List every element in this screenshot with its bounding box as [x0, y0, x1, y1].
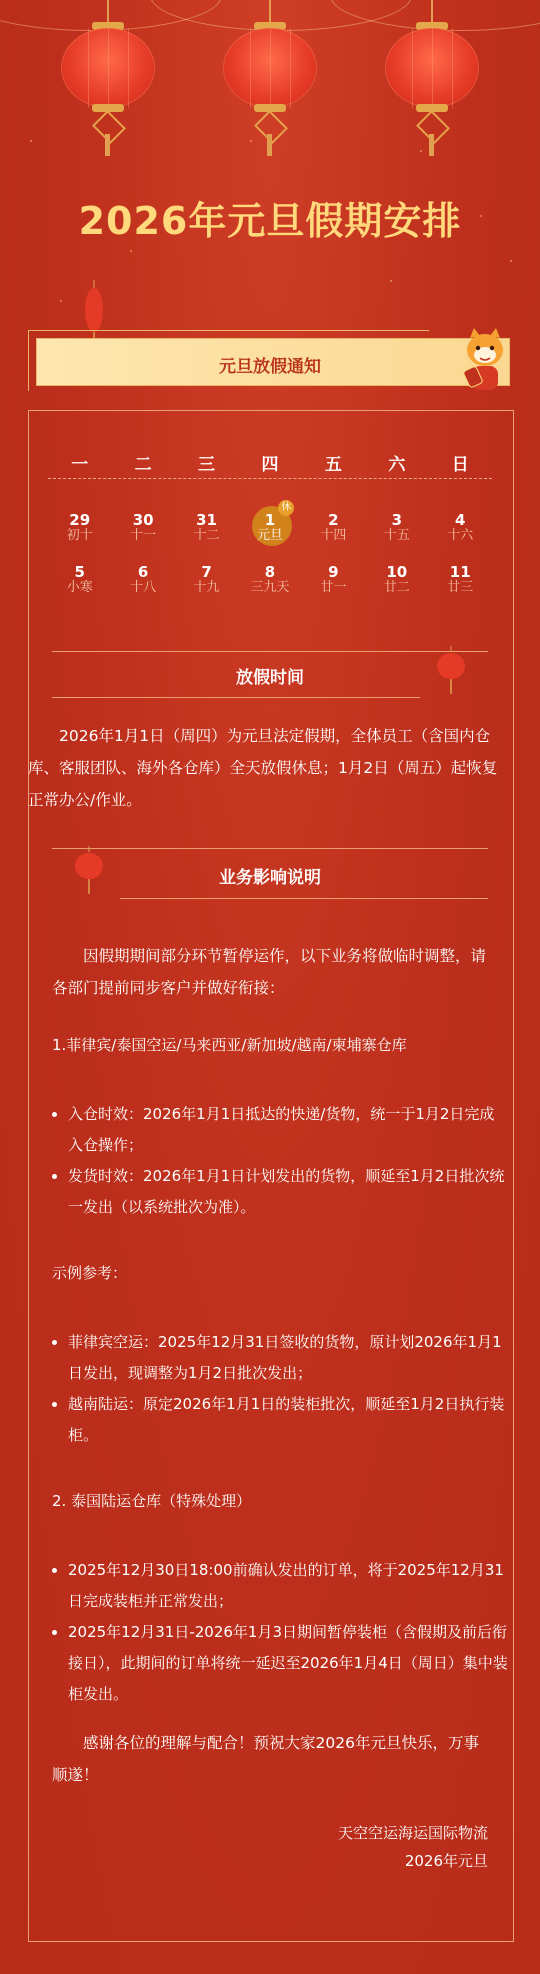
- list-item: • 2025年12月30日18:00前确认发出的订单，将于2025年12月31日完成装柜并正常发出；: [68, 1555, 508, 1617]
- calendar-day: 6 十八: [130, 563, 157, 595]
- notice-label: 元旦放假通知: [219, 357, 321, 377]
- weekday-label: 四: [261, 455, 279, 475]
- calendar-day: 30 十一: [130, 511, 157, 543]
- calendar-day: 2 十四: [320, 511, 347, 543]
- calendar-day: 31 十二: [193, 511, 220, 543]
- example-list: [52, 1327, 508, 1451]
- calendar-day: 3 十五: [383, 511, 410, 543]
- weekday-label: 六: [388, 455, 406, 475]
- group2-list: [52, 1555, 508, 1710]
- example-heading: 示例参考：: [52, 1264, 128, 1282]
- section-divider: [52, 651, 488, 652]
- group1-heading: 1.菲律宾/泰国空运/马来西亚/新加坡/越南/柬埔寨仓库: [52, 1036, 407, 1054]
- calendar-day: 8 三九天: [250, 563, 290, 595]
- tiger-mascot-icon: [458, 328, 512, 394]
- lantern-icon: [58, 0, 158, 160]
- calendar-day: 29 初十: [66, 511, 93, 543]
- section-divider: [120, 898, 488, 899]
- calendar-week-1: [48, 502, 492, 544]
- lantern-icon: [382, 0, 482, 160]
- calendar-day: 9 廿一: [320, 563, 347, 595]
- section-divider: [52, 697, 420, 698]
- signature-date: 2026年元旦: [404, 1852, 488, 1870]
- holiday-time-text: 2026年1月1日（周四）为元旦法定假期，全体员工（含国内仓库、客服团队、海外各仓库）全天放假休息；1月2日（周五）起恢复正常办公/作业。: [28, 727, 498, 809]
- business-intro: 因假期期间部分环节暂停运作，以下业务将做临时调整，请各部门提前同步客户并做好衔接：: [52, 947, 487, 997]
- calendar-weekdays: [48, 450, 492, 475]
- calendar-day: 4 十六: [447, 511, 474, 543]
- weekday-label: 日: [451, 455, 469, 475]
- group2-heading: 2. 泰国陆运仓库（特殊处理）: [52, 1492, 252, 1510]
- weekday-label: 一: [71, 455, 89, 475]
- calendar-day: 11 廿三: [447, 563, 474, 595]
- list-item: • 菲律宾空运：2025年12月31日签收的货物，原计划2026年1月1日发出，现调整为1月2日批次发出；: [68, 1327, 508, 1389]
- calendar-divider: [48, 478, 492, 479]
- list-item: • 2025年12月31日-2026年1月3日期间暂停装柜（含假期及前后衔接日），此期间的订单将统一延迟至2026年1月4日（周日）集中装柜发出。: [68, 1617, 508, 1710]
- weekday-label: 五: [324, 455, 342, 475]
- holiday-badge: 休: [278, 500, 294, 516]
- signature-company: 天空空运海运国际物流: [337, 1824, 488, 1842]
- calendar-week-2: [48, 564, 492, 596]
- calendar-day: 10 廿二: [383, 563, 410, 595]
- group1-list: [52, 1099, 508, 1223]
- weekday-label: 二: [134, 455, 152, 475]
- page-title: 2026年元旦假期安排: [78, 199, 462, 243]
- list-item: • 越南陆运：原定2026年1月1日的装柜批次，顺延至1月2日执行装柜。: [68, 1389, 508, 1451]
- lantern-icon: [220, 0, 320, 160]
- list-item: • 发货时效：2026年1月1日计划发出的货物，顺延至1月2日批次统一发出（以系统批次为准）。: [68, 1161, 508, 1223]
- calendar-day-holiday: 休 1 元旦: [238, 512, 301, 544]
- list-item: • 入仓时效：2026年1月1日抵达的快递/货物，统一于1月2日完成入仓操作；: [68, 1099, 508, 1161]
- calendar-day: 7 十九: [193, 563, 220, 595]
- section-title-business: 业务影响说明: [219, 868, 321, 888]
- small-lantern-icon: [436, 646, 466, 696]
- section-title-holiday: 放假时间: [236, 668, 304, 688]
- section-divider: [52, 848, 488, 849]
- weekday-label: 三: [198, 455, 216, 475]
- calendar-day: 5 小寒: [66, 563, 93, 595]
- closing-text: 感谢各位的理解与配合！预祝大家2026年元旦快乐，万事顺遂！: [52, 1734, 479, 1784]
